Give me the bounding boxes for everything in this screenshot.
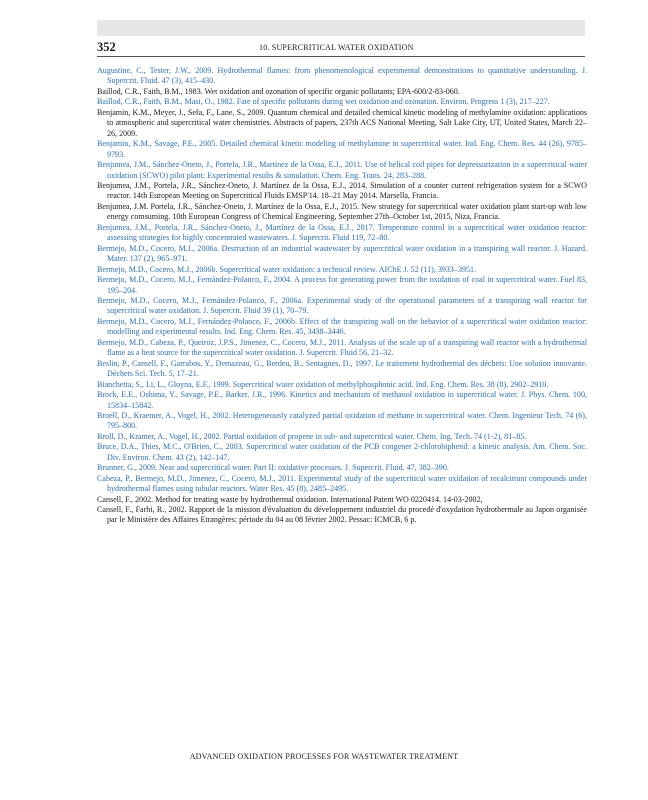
reference-entry[interactable]: Bermejo, M.D., Cocero, M.J., Fernández-Polanco, F., 2006b. Effect of the transpiring wall on the behavior of a supercritical water oxidation reactor: modelling and experimental results. Ind. Eng. Chem. Res. 45, 3438–3446.: [97, 316, 587, 337]
reference-entry: Baillod, C.R., Faith, B.M., 1983. Wet oxidation and ozonation of specific organic pollutants; EPA-600/2-83-060.: [97, 86, 460, 96]
reference-entry[interactable]: Bruce, D.A., Thies, M.C., O'Brien, C., 2003. Supercritical water oxidation of the PCB congener 2-chlorobiphenil: a kinetic analysis. Am. Chem. Soc. Div. Environ. Chem. 43 (2), 142–147.: [97, 442, 587, 462]
reference-entry[interactable]: Augustine, C., Tester, J.W., 2009. Hydrothermal flames: from phenomenological experimental demonstrations to quantitative understanding. J. Supercrit. Fluid. 47 (3), 415–430.: [97, 66, 587, 86]
reference-list: [97, 66, 587, 526]
reference-entry: Benjumea, J.M., Portela, J.R., Sánchez-Oneto, J. Martínez de la Ossa, E.J., 2014. Simulation of a counter current refrigeration system for a SCWO reactor. 14th European Meeting on Supercritical Fluids EMSP'14. 18–21 May 2014. Marsella, Francia.: [97, 180, 587, 201]
reference-entry[interactable]: Benjamin, K.M., Savage, P.E., 2005. Detailed chemical kinetic modeling of methylamine in supercritical water. Ind. Eng. Chem. Res. 44 (26), 9785–9793.: [97, 139, 587, 159]
reference-entry[interactable]: Bermejo, M.D., Cocero, M.J., 2006a. Destruction of an industrial wastewater by supercritical water oxidation in a transpiring wall reactor. J. Hazard. Mater. 137 (2), 965–971.: [97, 243, 587, 264]
reference-entry[interactable]: Bermejo, M.D., Cocero, M.J., 2006b. Supercritical water oxidation: a technical review. AIChE J. 52 (11), 3933–3951.: [97, 264, 477, 274]
reference-entry[interactable]: Brunner, G., 2009. Near and supercritical water. Part II: oxidative processes. J. Supercrit. Fluid. 47, 382–390.: [97, 463, 449, 473]
reference-entry[interactable]: Brock, E.E., Oshima, Y., Savage, P.E., Barker, J.R., 1996. Kinetics and mechanism of methanol oxidation in supercritical water. J. Phys. Chem. 100, 15834–15842.: [97, 390, 587, 410]
reference-entry[interactable]: Baillod, C.R., Faith, B.M., Masi, O., 1982. Fate of specific pollutants during wet oxidation and ozonation. Environ. Progress 1 (3), 217–227.: [97, 97, 550, 107]
reference-entry[interactable]: Bermejo, M.D., Cabeza, P., Queiroz, J.P.S., Jimenez, C., Cocero, M.J., 2011. Analysis of the scale up of a transpiring wall reactor with a hydrothermal flame as a heat source for the supercritical water oxidation. J. Supercrit. Fluid 56, 21–32.: [97, 337, 587, 358]
page-header: [97, 40, 585, 57]
reference-entry[interactable]: Benjumea, J.M., Portela, J.R., Sánchez-Oneto, J., Martínez de la Ossa, E.J., 2017. Temperature control in a supercritical water oxidation reactor: assessing strategies for highly concentrated wastewaters. J. Supercrit. Fluid 119, 72–80.: [97, 222, 587, 243]
header-band: [97, 20, 585, 36]
reference-entry[interactable]: Bermejo, M.D., Cocero, M.J., Fernández-Polanco, F., 2006a. Experimental study of the operational parameters of a transpiring wall reactor for supercritical water oxidation. J. Supercrit. Fluid 39 (1), 70–79.: [97, 295, 587, 316]
reference-entry[interactable]: Bermejo, M.D., Cocero, M.J., Fernández-Polanco, F., 2004. A process for generating power from the oxidation of coal in supercritical water. Fuel 83, 195–204.: [97, 275, 587, 295]
reference-entry: Cansell, F., Farhi, R., 2002. Rapport de la mission d'évaluation du développement industriel du procedé d'oxydation hydrothermale au Japon organisée par le Ministère des Affaires Etrangères: période du 04 au 08 février 2002. Pessac: ICMCB, 6 p.: [97, 505, 587, 525]
reference-entry[interactable]: Cabeza, P., Bermejo, M.D., Jimenez, C., Cocero, M.J., 2011. Experimental study of the supercritical water oxidation of recalcitrant compounds under hydrothermal flames using tubular reactors. Water Res. 45 (8), 2485–2495.: [97, 473, 587, 494]
reference-entry[interactable]: Broll, D., Kramer, A., Vogel, H., 2002. Partial oxidation of propene in sub- and supercritical water. Chem. Ing. Tech. 74 (1-2), 81–85.: [97, 431, 527, 441]
reference-entry[interactable]: Bianchetta, S., Li, L., Gloyna, E.F., 1999. Supercritical water oxidation of methylphosphonic acid. Ind. Eng. Chem. Res. 38 (8), 2902–2910.: [97, 379, 549, 389]
reference-entry: Benjumea, J.M. Portela, J.R., Sánchez-Oneto, J. Martínez de la Ossa, E.J., 2015. New strategy for supercritical water oxidation plant start-up with low energy comsuming. 10th European Congress of Chemical Engineering, September 27th–October 1st, 2015, Niza, Francia.: [97, 201, 587, 222]
reference-entry[interactable]: Beslin, P., Cansell, F., Garrabos, Y., Demazeau, G., Berdeu, B., Sentagnes, D., 1997. Le traitement hydrothermal des déchets: Une solution innovante. Déchets Sci. Tech. 5, 17–21.: [97, 358, 587, 379]
running-head: 10. SUPERCRITICAL WATER OXIDATION: [259, 43, 414, 52]
reference-entry[interactable]: Broell, D., Kraemer, A., Vogel, H., 2002. Heterogeneously catalyzed partial oxidation of methane in supercritical water. Chem. Ingenieur Tech. 74 (6), 795–800.: [97, 410, 587, 431]
reference-entry: Benjamin, K.M., Meyer, J., Sefa, F., Lane, S., 2009. Quantum chemical and detailed chemical kinetic modeling of methylamine oxidation: applications to atmospheric and supercritical water chemistries. Abstracts of papers, 237th ACS National Meeting, Salt Lake City, UT, United States, March 22–26, 2009.: [97, 107, 587, 138]
page-footer: ADVANCED OXIDATION PROCESSES FOR WASTEWATER TREATMENT: [189, 752, 459, 761]
reference-entry[interactable]: Benjumea, J.M., Sánchez-Oneto, J., Portela, J.R., Martínez de la Ossa, E.J., 2011. Use of helical coil pipes for depressurization in a supercritical water oxidation (SCWO) pilot plant: Experimental results & simulation. Chem. Eng. Trans. 24, 283–288.: [97, 160, 587, 180]
reference-entry: Cansell, F., 2002. Method for treating waste by hydrothermal oxidation. International Patent WO 0220414. 14-03-2002,: [97, 494, 483, 504]
page-number: 352: [97, 40, 116, 54]
